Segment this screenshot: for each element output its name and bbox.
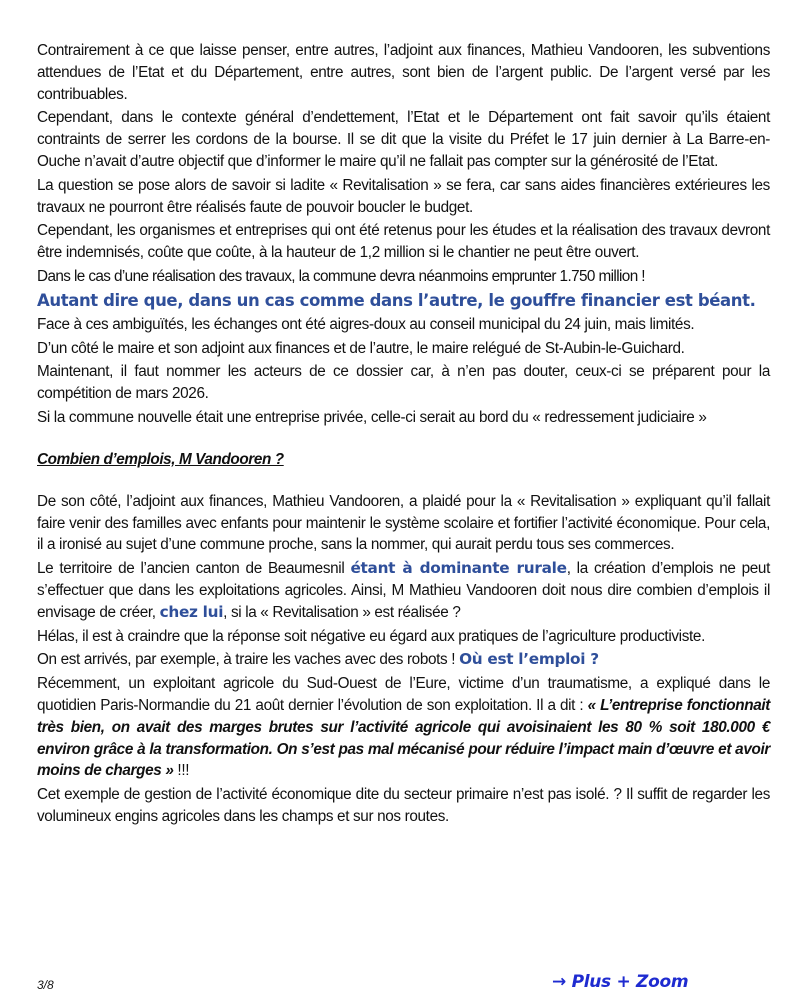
paragraph-exploitant-citation (37, 673, 770, 782)
highlight-ou-est-emploi: Où est l’emploi ? (459, 650, 599, 669)
text-segment: !!! (173, 762, 190, 780)
text-segment: , la création d’emplois ne peut s’effectuer que dans les exploitations agricoles. Ainsi, M Mathieu Vandooren doit nous dire combien d’emplois il envisage de créer, (37, 560, 770, 621)
text-segment: , si la « Revitalisation » est réalisée ? (223, 603, 461, 621)
highlight-dominante-rurale: étant à dominante rurale (350, 559, 567, 578)
paragraph-secteur-primaire: Cet exemple de gestion de l’activité économique dite du secteur primaire n’est pas isolé. ? Il suffit de regarder les volumineux engins agricoles dans les champs et sur nos routes. (37, 786, 770, 825)
section-heading-emplois: Combien d’emplois, M Vandooren ? (37, 450, 284, 468)
paragraph-indemnisation: Cependant, les organismes et entreprises qui ont été retenus pour les études et la réalisation des travaux devront être indemnisés, coûte que coûte, à la hauteur de 1,2 million si le chantier ne peut être ouvert. (37, 222, 770, 262)
paragraph-question-revitalisation: La question se pose alors de savoir si ladite « Revitalisation » se fera, car sans aides financières extérieures les travaux ne pourront être réalisés faute de pouvoir boucler le budget. (37, 176, 770, 216)
text-segment: Le territoire de l’ancien canton de Beaumesnil (37, 560, 351, 578)
paragraph-subventions: Contrairement à ce que laisse penser, entre autres, l’adjoint aux finances, Mathieu Vandooren, les subventions attendues de l’Etat et du Département, entre autres, sont bien de l’argent public. De l’argent versé par les contribuables. (37, 42, 770, 103)
quote-exploitant: « L’entreprise fonctionnait très bien, on avait des marges brutes sur l’activité agricole qui avoisinaient les 80 % soit 180.000 € environ grâce à la transformation. On s’est pas mal mécanisé pour réduire l’impact main d’œuvre et avoir moins de charges » (37, 696, 771, 780)
highlight-chez-lui: chez lui (159, 602, 224, 621)
paragraph-robots (37, 649, 770, 671)
paragraph-territoire-rural (37, 558, 770, 623)
paragraph-redressement: Si la commune nouvelle était une entreprise privée, celle-ci serait au bord du « redressement judiciaire » (37, 408, 707, 426)
paragraph-acteurs: Maintenant, il faut nommer les acteurs de ce dossier car, à n’en pas douter, ceux-ci se préparent pour la compétition de mars 2026. (37, 363, 770, 403)
text-segment: Récemment, un exploitant agricole du Sud-Ouest de l’Eure, victime d’un traumatisme, a expliqué dans le quotidien Paris-Normandie du 21 août dernier l’évolution de son exploitation. Il a dit : (37, 675, 770, 714)
paragraph-ambiguites: Face à ces ambiguïtés, les échanges ont été aigres-doux au conseil municipal du 24 juin, mais limités. (37, 315, 695, 333)
document-page (37, 40, 770, 830)
paragraph-helas: Hélas, il est à craindre que la réponse soit négative eu égard aux pratiques de l’agriculture productiviste. (37, 627, 705, 645)
text-segment: On est arrivés, par exemple, à traire les vaches avec des robots ! (37, 651, 460, 669)
paragraph-maire-relegue: D’un côté le maire et son adjoint aux finances et de l’autre, le maire relégué de St-Aubin-le-Guichard. (37, 339, 685, 357)
paragraph-emprunt: Dans le cas d’une réalisation des travaux, la commune devra néanmoins emprunter 1.750 million ! (37, 267, 645, 285)
paragraph-endettement: Cependant, dans le contexte général d’endettement, l’Etat et le Département ont fait savoir qu’ils étaient contraints de serrer les cordons de la bourse. Il se dit que la visite du Préfet le 17 juin dernier à La Barre-en-Ouche n’avait d’autre objectif que d’informer le maire qu’il ne fallait pas compter sur la générosité de l’Etat. (37, 109, 770, 170)
more-zoom-link[interactable]: → Plus + Zoom (552, 972, 689, 992)
paragraph-plaidoyer: De son côté, l’adjoint aux finances, Mathieu Vandooren, a plaidé pour la « Revitalisation » expliquant qu’il fallait faire venir des familles avec enfants pour maintenir le système scolaire et fortifier l’activité économique. Pour cela, il a ironisé au sujet d’une commune proche, sans la nommer, qui aurait perdu tous ses commerces. (37, 492, 770, 554)
highlight-gouffre-financier: Autant dire que, dans un cas comme dans l’autre, le gouffre financier est béant. (37, 290, 756, 310)
page-number: 3/8 (37, 978, 54, 992)
